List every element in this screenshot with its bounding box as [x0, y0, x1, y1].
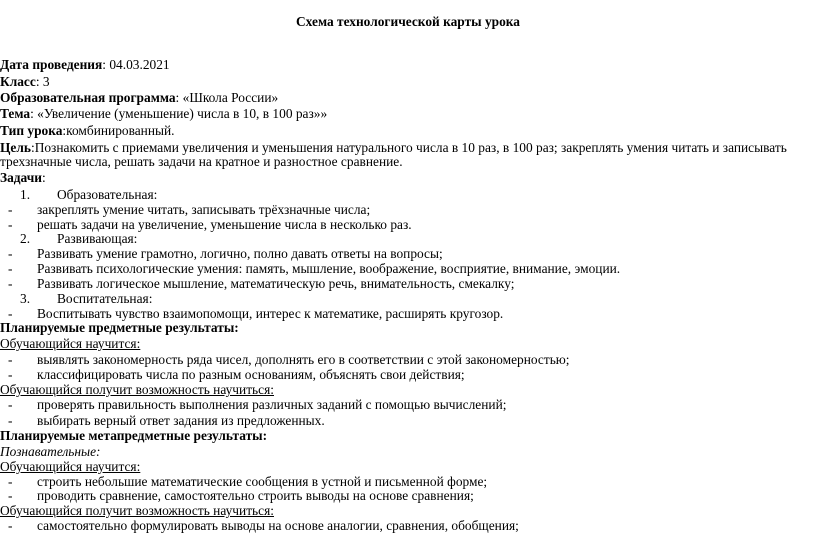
- field-grade-label: Класс: [0, 74, 36, 89]
- document-title: Схема технологической карты урока: [295, 14, 521, 29]
- field-goal: Цель:Познакомить с приемами увеличения и уменьшения натурального числа в 10 раз, в 100 раз; закреплять умения читать и записывать: [0, 140, 787, 155]
- document-page: Схема технологической карты урока Дата проведения: 04.03.2021 Класс: 3 Образовательная программа: «Школа России» Тема: «Увеличение (уменьшение) числа в 10, в 100 раз»» Тип урока:комбинированный. Цель:Познакомить с приемами увеличения и уменьшения натурального числа в 10 раз, в 100 раз; закреплять умения читать и записывать трехзначные числа, решать задачи на кратное и разностное сравнение. Задачи: 1. Образовательная: - закреплять умение читать, записывать трёхзначные числа; - решать задачи на увеличение, уменьшение числа в несколько раз. 2. Развивающая: - Развивать умение грамотно, логично, полно давать ответы на вопросы; - Развивать психологические умения: память, мышление, воображение, восприятие, внимание, эмоции. - Развивать логическое мышление, математическую речь, внимательность, смекалку; 3. Воспитательная: - Воспитывать чувство взаимопомощи, интерес к математике, расширять кругозор. Планируемые предметные результаты: Обучающийся научится: - выявлять закономерность ряда чисел, дополнять его в соответствии с этой закономерностью; - классифицировать числа по разным основаниям, объяснять свои действия; Обучающийся получит возможность научиться: - проверять правильность выполнения различных заданий с помощью вычислений; - выбирать верный ответ задания из предложенных. Планируемые метапредметные результаты: Познавательные: Обучающийся научится: - строить небольшие математические сообщения в устной и письменной форме; - проводить сравнение, самостоятельно строить выводы на основе сравнения; Обучающийся получит возможность научиться: - самостоятельно формулировать выводы на основе аналогии, сравнения, обобщения;: [0, 0, 816, 536]
- meta-learn-heading: Обучающийся научится:: [0, 459, 141, 474]
- field-topic-value: «Увеличение (уменьшение) числа в 10, в 100 раз»»: [37, 106, 328, 121]
- subject-opportunity-heading: Обучающийся получит возможность научиться:: [0, 382, 274, 397]
- subject-results-heading: Планируемые предметные результаты:: [0, 320, 239, 335]
- field-lesson-type: Тип урока:комбинированный.: [0, 123, 175, 138]
- field-goal-label: Цель: [0, 140, 31, 155]
- field-program: Образовательная программа: «Школа России»: [0, 90, 279, 105]
- field-grade-value: 3: [42, 74, 50, 89]
- field-goal-value-line2: трехзначные числа, решать задачи на кратное и разностное сравнение.: [0, 154, 403, 169]
- meta-results-heading: Планируемые метапредметные результаты:: [0, 428, 268, 443]
- field-goal-value-line1: Познакомить с приемами увеличения и уменьшения натурального числа в 10 раз, в 100 раз; закреплять умения читать и записывать: [34, 140, 787, 155]
- field-date: Дата проведения: 04.03.2021: [0, 57, 170, 72]
- field-program-value: «Школа России»: [182, 90, 279, 105]
- field-topic: Тема: «Увеличение (уменьшение) числа в 10, в 100 раз»»: [0, 106, 328, 121]
- field-program-label: Образовательная программа: [0, 90, 176, 105]
- field-lesson-type-label: Тип урока: [0, 123, 63, 138]
- field-topic-label: Тема: [0, 106, 31, 121]
- meta-opportunity-heading: Обучающийся получит возможность научиться:: [0, 503, 274, 518]
- tasks-heading: Задачи:: [0, 170, 46, 185]
- field-grade: Класс: 3: [0, 74, 50, 89]
- field-lesson-type-value: комбинированный.: [66, 123, 175, 138]
- subject-learn-heading: Обучающийся научится:: [0, 336, 141, 351]
- field-date-value: 04.03.2021: [109, 57, 170, 72]
- field-date-label: Дата проведения: [0, 57, 103, 72]
- cognitive-heading: Познавательные:: [0, 444, 101, 459]
